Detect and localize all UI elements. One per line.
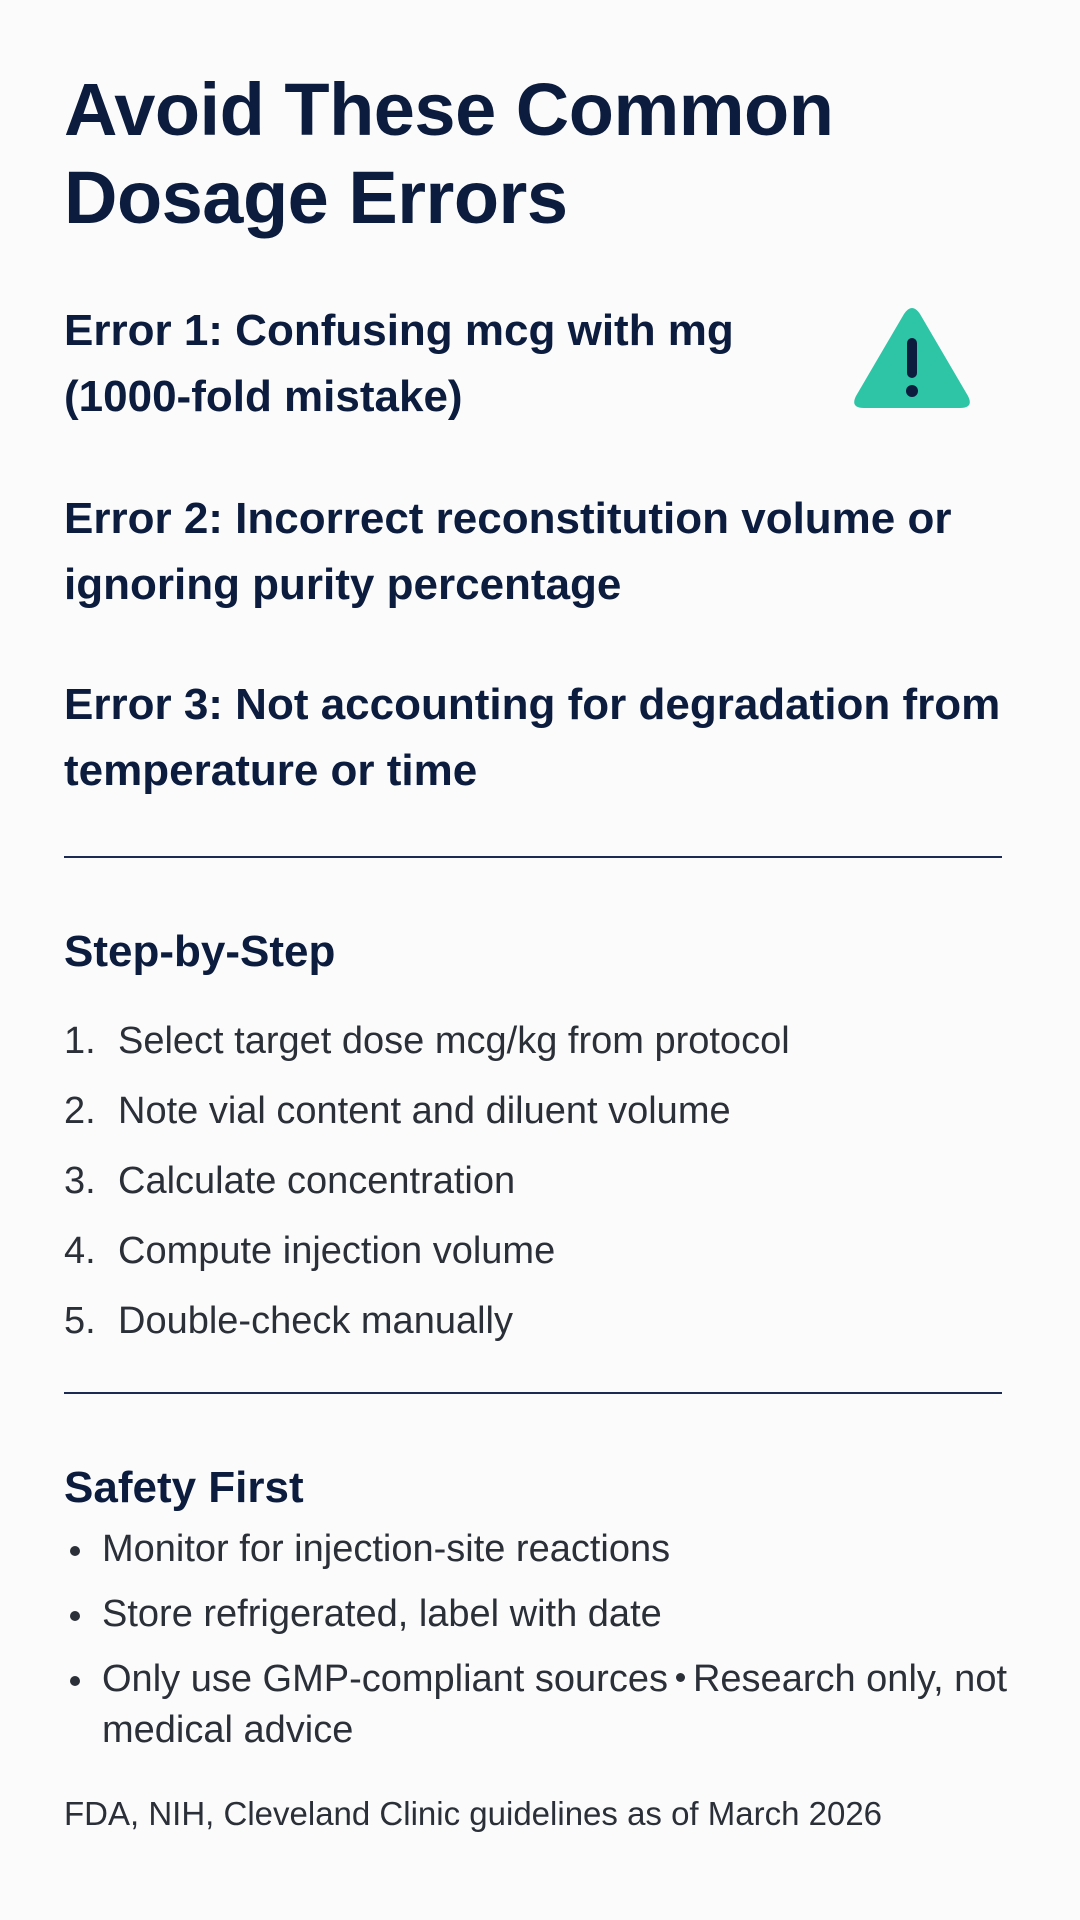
safety-item-text: Only use GMP-compliant sources: [102, 1658, 668, 1700]
warning-exclamation-bar: [907, 338, 917, 378]
step-text: Double-check manually: [118, 1300, 513, 1342]
safety-heading: Safety First: [64, 1463, 304, 1512]
error-3-text: Error 3: Not accounting for degradation from temperature or time: [64, 680, 1001, 795]
step-text: Compute injection volume: [118, 1230, 556, 1272]
step-item: [64, 1146, 790, 1216]
page-title: Avoid These Common Dosage Errors: [64, 68, 834, 239]
step-item: [64, 1286, 790, 1356]
step-number: 2.: [64, 1090, 96, 1132]
bullet-icon: [70, 1611, 80, 1621]
step-number: 5.: [64, 1300, 96, 1342]
bullet-icon: [70, 1676, 80, 1686]
step-number: 3.: [64, 1160, 96, 1202]
section-divider: [64, 856, 1002, 858]
safety-item: [64, 1524, 1014, 1575]
steps-list: [64, 1006, 790, 1356]
safety-item: [64, 1654, 1014, 1756]
bullet-separator-icon: [676, 1673, 685, 1682]
error-1-text: Error 1: Confusing mcg with mg (1000-fold mistake): [64, 306, 734, 421]
step-item: [64, 1216, 790, 1286]
error-2-text: Error 2: Incorrect reconstitution volume or ignoring purity percentage: [64, 494, 952, 609]
warning-exclamation-dot: [906, 385, 918, 397]
safety-item-text: Research only, not medical advice: [102, 1658, 1008, 1751]
safety-item: [64, 1589, 1014, 1640]
section-divider: [64, 1392, 1002, 1394]
bullet-icon: [70, 1546, 80, 1556]
steps-heading: Step-by-Step: [64, 927, 336, 976]
step-item: [64, 1076, 790, 1146]
step-number: 4.: [64, 1230, 96, 1272]
dosage-errors-infographic: [64, 66, 1014, 1832]
warning-icon: [850, 304, 974, 412]
safety-item-text: Monitor for injection-site reactions: [102, 1528, 671, 1570]
source-footnote: FDA, NIH, Cleveland Clinic guidelines as of March 2026: [64, 1795, 883, 1832]
safety-item-text: Store refrigerated, label with date: [102, 1593, 662, 1635]
step-item: [64, 1006, 790, 1076]
step-text: Note vial content and diluent volume: [118, 1090, 731, 1132]
safety-list: [64, 1524, 1014, 1770]
step-number: 1.: [64, 1020, 96, 1062]
step-text: Calculate concentration: [118, 1160, 516, 1202]
step-text: Select target dose mcg/kg from protocol: [118, 1020, 790, 1062]
